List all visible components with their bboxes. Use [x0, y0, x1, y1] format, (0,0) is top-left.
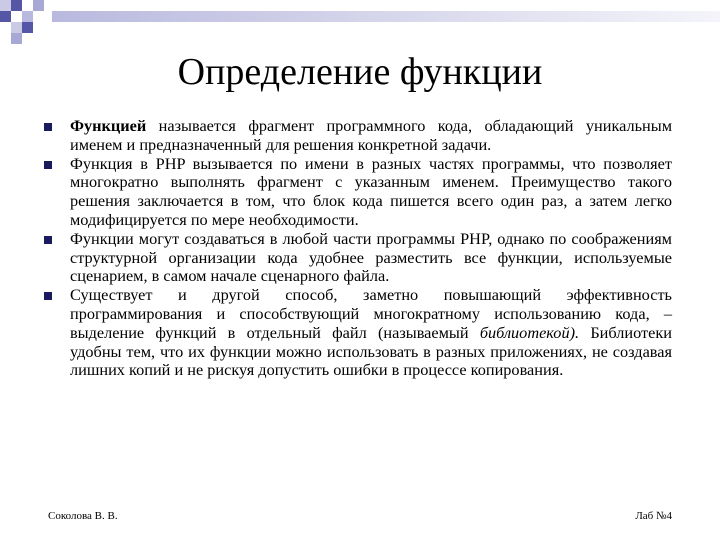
bullet-item: [44, 155, 672, 230]
decor-square: [33, 0, 44, 11]
bullet-item: [44, 117, 672, 155]
term-bold: Функцией: [70, 116, 147, 135]
header-decoration-squares: [0, 0, 60, 46]
bullet-text: Существует и другой способ, заметно повышающий эффективность программирования и способствующий многократному использованию кода, – выделение функций в отдельный файл (называемый: [70, 285, 672, 342]
square-bullet-icon: [44, 123, 52, 131]
decor-square: [11, 0, 22, 11]
bullet-item: [44, 230, 672, 286]
bullet-text: называется фрагмент программного кода, обладающий уникальным именем и предназначенный для решения конкретной задачи.: [70, 116, 672, 154]
bullet-text: Функции могут создаваться в любой части программы PHP, однако по соображениям структурной организации кода удобнее разместить все функции, используемые сценарием, в самом начале сценарного файла.: [70, 228, 672, 286]
decor-square: [11, 22, 22, 33]
square-bullet-icon: [44, 292, 52, 300]
square-bullet-icon: [44, 236, 52, 244]
decor-square: [0, 22, 11, 33]
decor-square: [22, 0, 33, 11]
header-gradient-bar: [52, 11, 720, 22]
bullet-list: [44, 117, 672, 380]
footer-author: Соколова В. В.: [48, 510, 118, 522]
bullet-text: Функция в PHP вызывается по имени в разных частях программы, что позволяет многократно выполнять фрагмент с указанным именем. Преимущество такого решения заключается в том, что блок кода пишется всего один раз, а затем легко модифицируется по мере необходимости.: [70, 153, 672, 229]
decor-square: [11, 33, 22, 44]
decor-square: [33, 11, 44, 22]
footer-lab-number: Лаб №4: [635, 510, 672, 522]
decor-square: [0, 0, 11, 11]
bullet-text: Библиотеки удобны тем, что их функции можно использовать в разных приложениях, не создавая лишних копий и не рискуя допустить ошибки в процессе копирования.: [70, 322, 672, 380]
bullet-item: [44, 286, 672, 380]
term-italic: библиотекой).: [479, 322, 580, 342]
decor-square: [22, 11, 33, 22]
slide-title: Определение функции: [177, 51, 543, 93]
square-bullet-icon: [44, 161, 52, 169]
decor-square: [11, 11, 22, 22]
decor-square: [22, 22, 33, 33]
decor-square: [0, 11, 11, 22]
